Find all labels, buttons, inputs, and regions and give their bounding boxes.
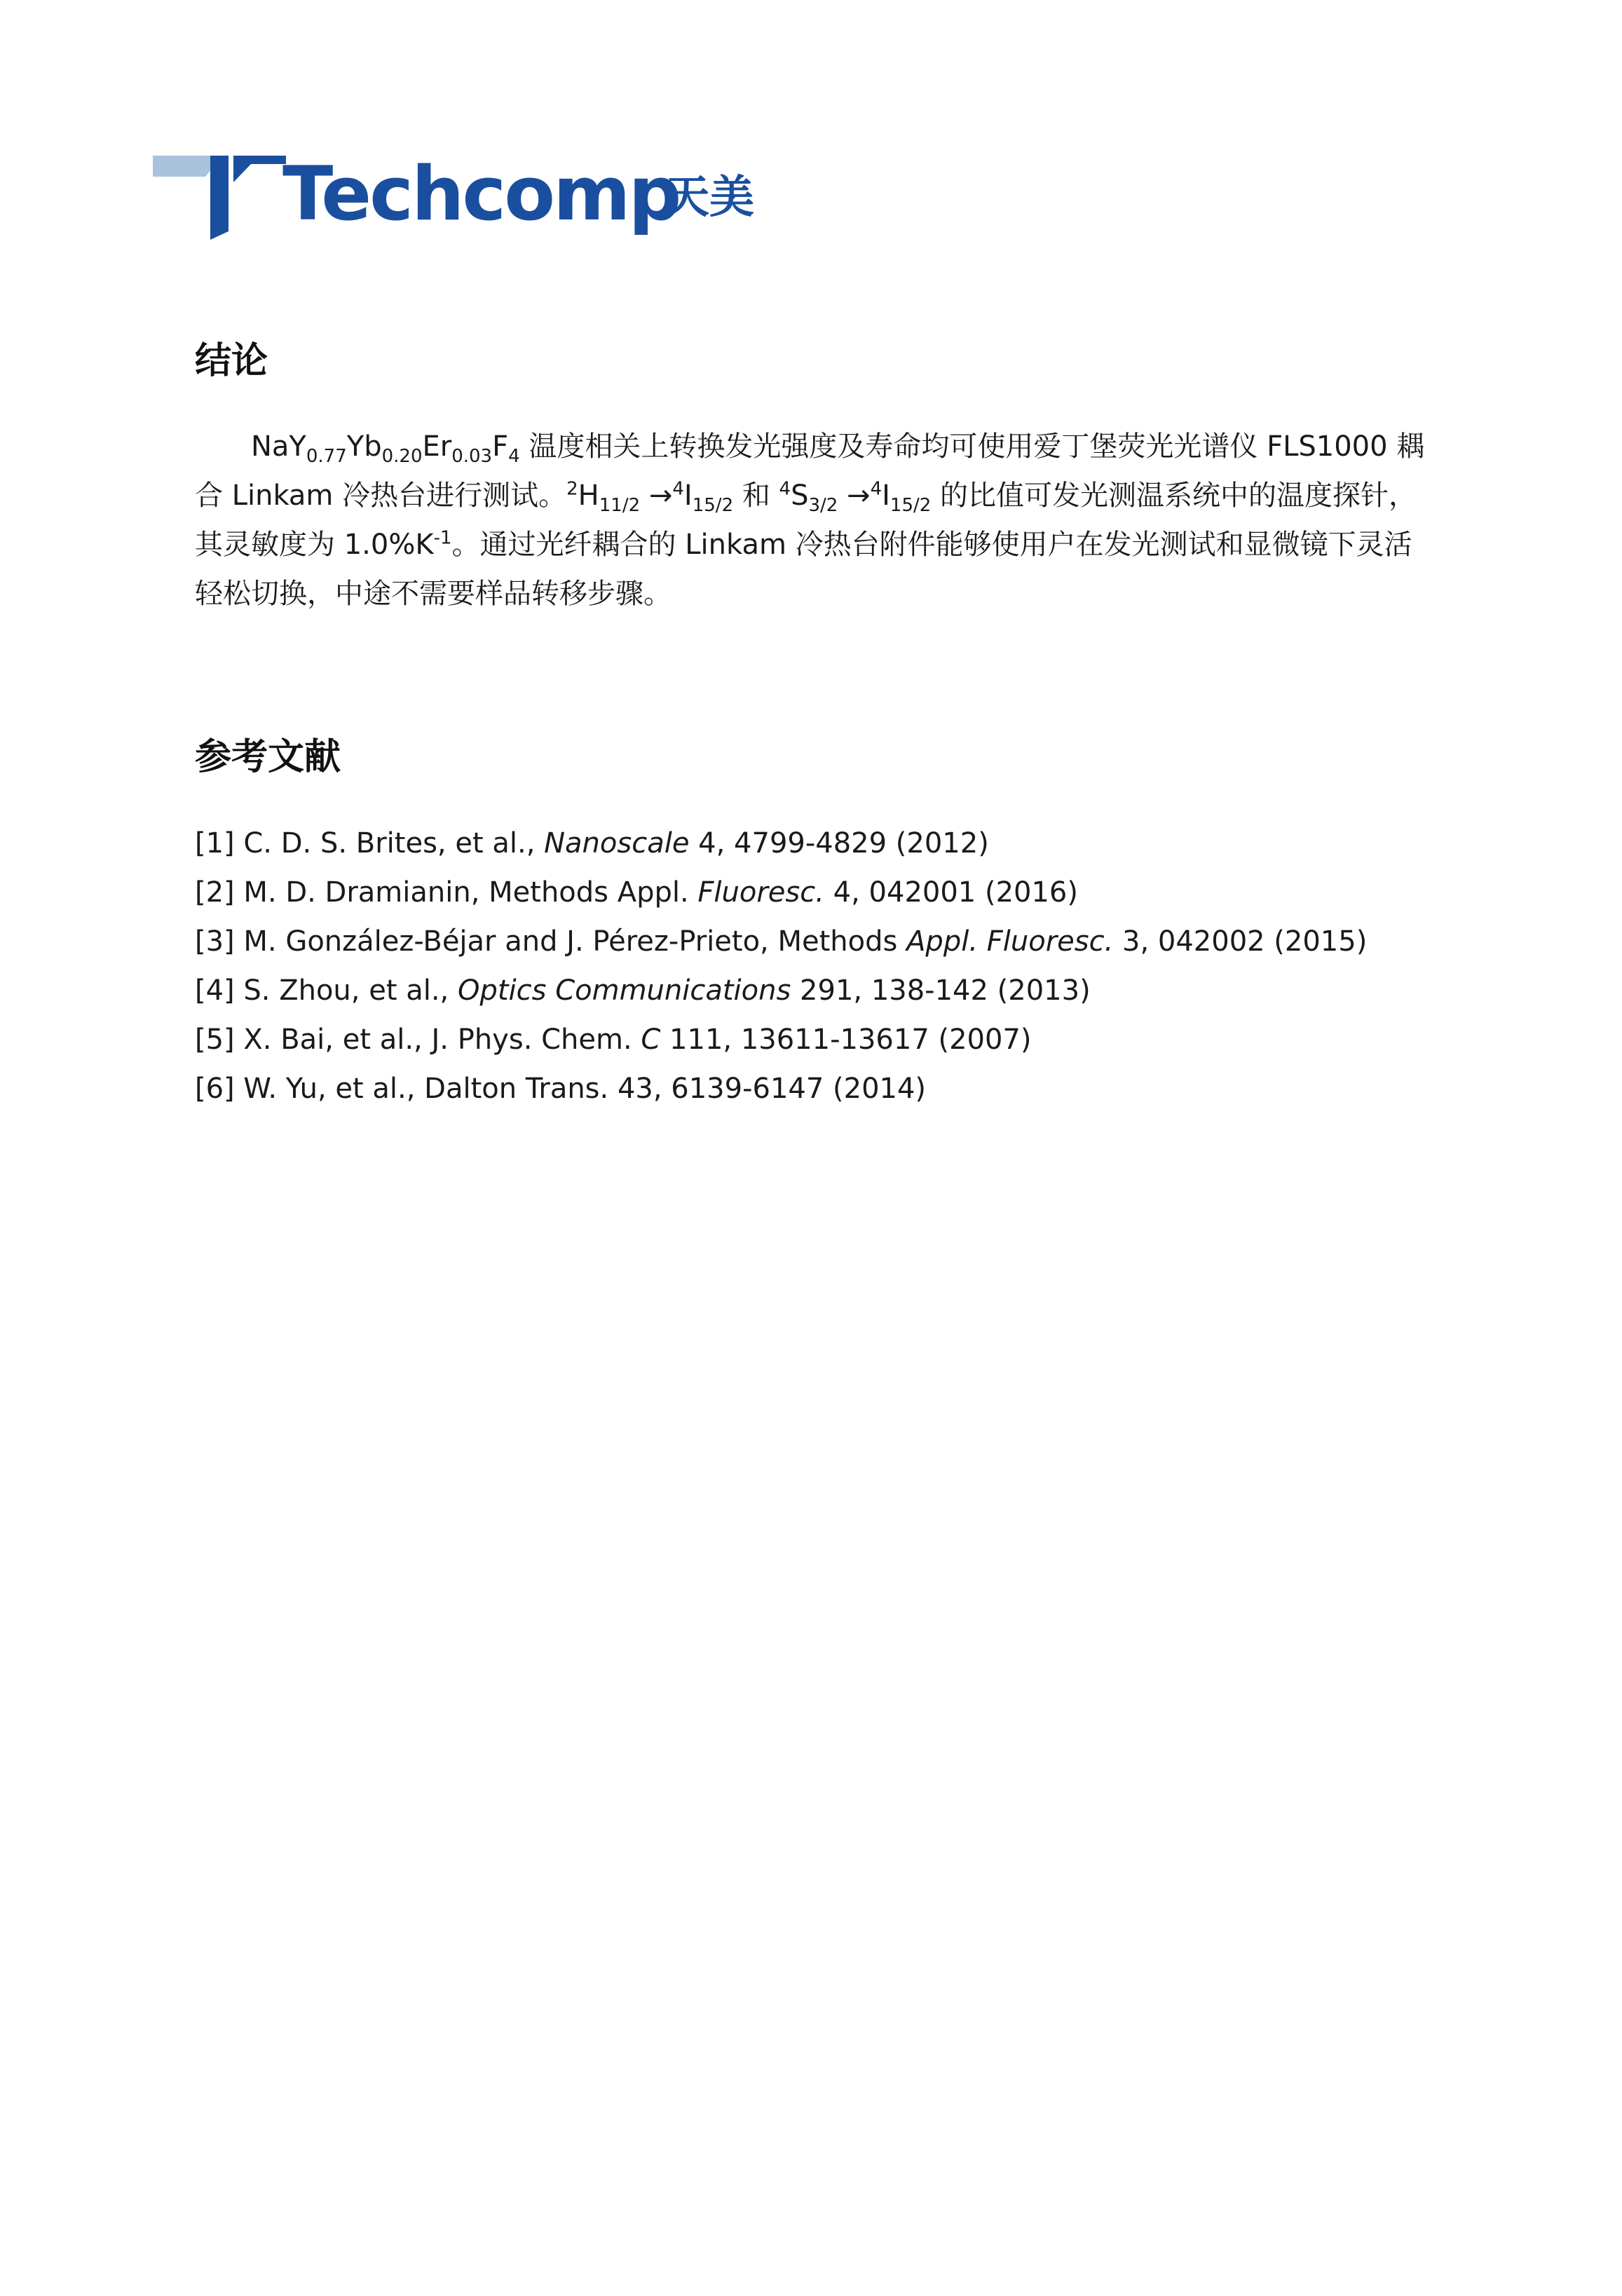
formula-subscript: 4 xyxy=(508,446,520,467)
reference-item xyxy=(195,1064,1367,1113)
reference-journal: Nanoscale xyxy=(544,827,690,860)
conclusion-line-4: 轻松切换，中途不需要样品转移步骤。 xyxy=(195,578,672,610)
term-subscript: 15/2 xyxy=(692,495,734,516)
term-symbol: I xyxy=(882,480,890,512)
term-symbol: H xyxy=(578,480,599,512)
transition-arrow: → xyxy=(640,480,673,512)
formula-subscript: 0.03 xyxy=(451,446,493,467)
term-subscript: 3/2 xyxy=(808,495,838,516)
references-heading: 参考文献 xyxy=(195,736,341,778)
reference-list xyxy=(195,819,1367,1113)
reference-journal: Optics Communications xyxy=(457,974,791,1007)
reference-item xyxy=(195,966,1367,1015)
reference-text: [2] M. D. Dramianin, Methods Appl. xyxy=(195,876,698,909)
reference-item xyxy=(195,1015,1367,1064)
reference-text: [4] S. Zhou, et al., xyxy=(195,974,458,1007)
conclusion-line-2 xyxy=(195,471,1436,520)
techcomp-t-emblem-icon xyxy=(153,149,286,240)
reference-text: 111, 13611-13617 (2007) xyxy=(660,1024,1032,1056)
term-symbol: I xyxy=(683,480,693,512)
term-subscript: 15/2 xyxy=(890,495,932,516)
reference-item xyxy=(195,868,1367,917)
term-superscript: 2 xyxy=(566,478,578,500)
term-superscript: 4 xyxy=(672,478,684,500)
term-superscript: 4 xyxy=(779,478,791,500)
formula-subscript: 0.77 xyxy=(306,446,347,467)
reference-journal: Appl. Fluoresc. xyxy=(906,925,1114,958)
reference-text: [3] M. González-Béjar and J. Pérez-Prieto, Methods xyxy=(195,925,907,958)
reference-text: 3, 042002 (2015) xyxy=(1113,925,1368,958)
reference-item xyxy=(195,819,1367,868)
formula-na: NaY xyxy=(251,430,306,463)
term-subscript: 11/2 xyxy=(599,495,641,516)
techcomp-logo xyxy=(153,149,770,240)
conclusion-text: 合 Linkam 冷热台进行测试。 xyxy=(195,480,567,512)
reference-journal: Fluoresc. xyxy=(697,876,824,909)
conclusion-line-3 xyxy=(195,520,1436,569)
reference-text: 291, 138-142 (2013) xyxy=(791,974,1091,1007)
reference-journal: C xyxy=(641,1024,661,1056)
transition-arrow: → xyxy=(838,480,871,512)
conclusion-text: 其灵敏度为 1.0%K xyxy=(195,529,434,561)
formula-f: F xyxy=(492,430,509,463)
logo-wordmark: Techcomp xyxy=(282,151,680,237)
formula-subscript: 0.20 xyxy=(381,446,423,467)
reference-text: 4, 4799-4829 (2012) xyxy=(689,827,989,860)
conclusion-text: 温度相关上转换发光强度及寿命均可使用爱丁堡荧光光谱仪 FLS1000 耦 xyxy=(519,430,1425,463)
reference-text: [6] W. Yu, et al., Dalton Trans. 43, 6139-6147 (2014) xyxy=(195,1073,927,1105)
term-symbol: S xyxy=(791,480,809,512)
conclusion-heading: 结论 xyxy=(195,340,268,382)
reference-text: [1] C. D. S. Brites, et al., xyxy=(195,827,545,860)
reference-item xyxy=(195,917,1367,966)
formula-yb: Yb xyxy=(346,430,382,463)
conclusion-text: 。通过光纤耦合的 Linkam 冷热台附件能够使用户在发光测试和显微镜下灵活 xyxy=(451,529,1412,561)
reference-text: [5] X. Bai, et al., J. Phys. Chem. xyxy=(195,1024,641,1056)
conclusion-text: 和 xyxy=(733,480,779,512)
conclusion-paragraph xyxy=(195,422,1436,618)
conclusion-text: 的比值可发光测温系统中的温度探针， xyxy=(931,480,1417,512)
reference-text: 4, 042001 (2016) xyxy=(824,876,1078,909)
unit-superscript: -1 xyxy=(433,527,452,549)
logo-chinese-name: 天美 xyxy=(665,172,754,224)
term-superscript: 4 xyxy=(870,478,882,500)
conclusion-line-1 xyxy=(195,422,1436,471)
formula-er: Er xyxy=(422,430,452,463)
